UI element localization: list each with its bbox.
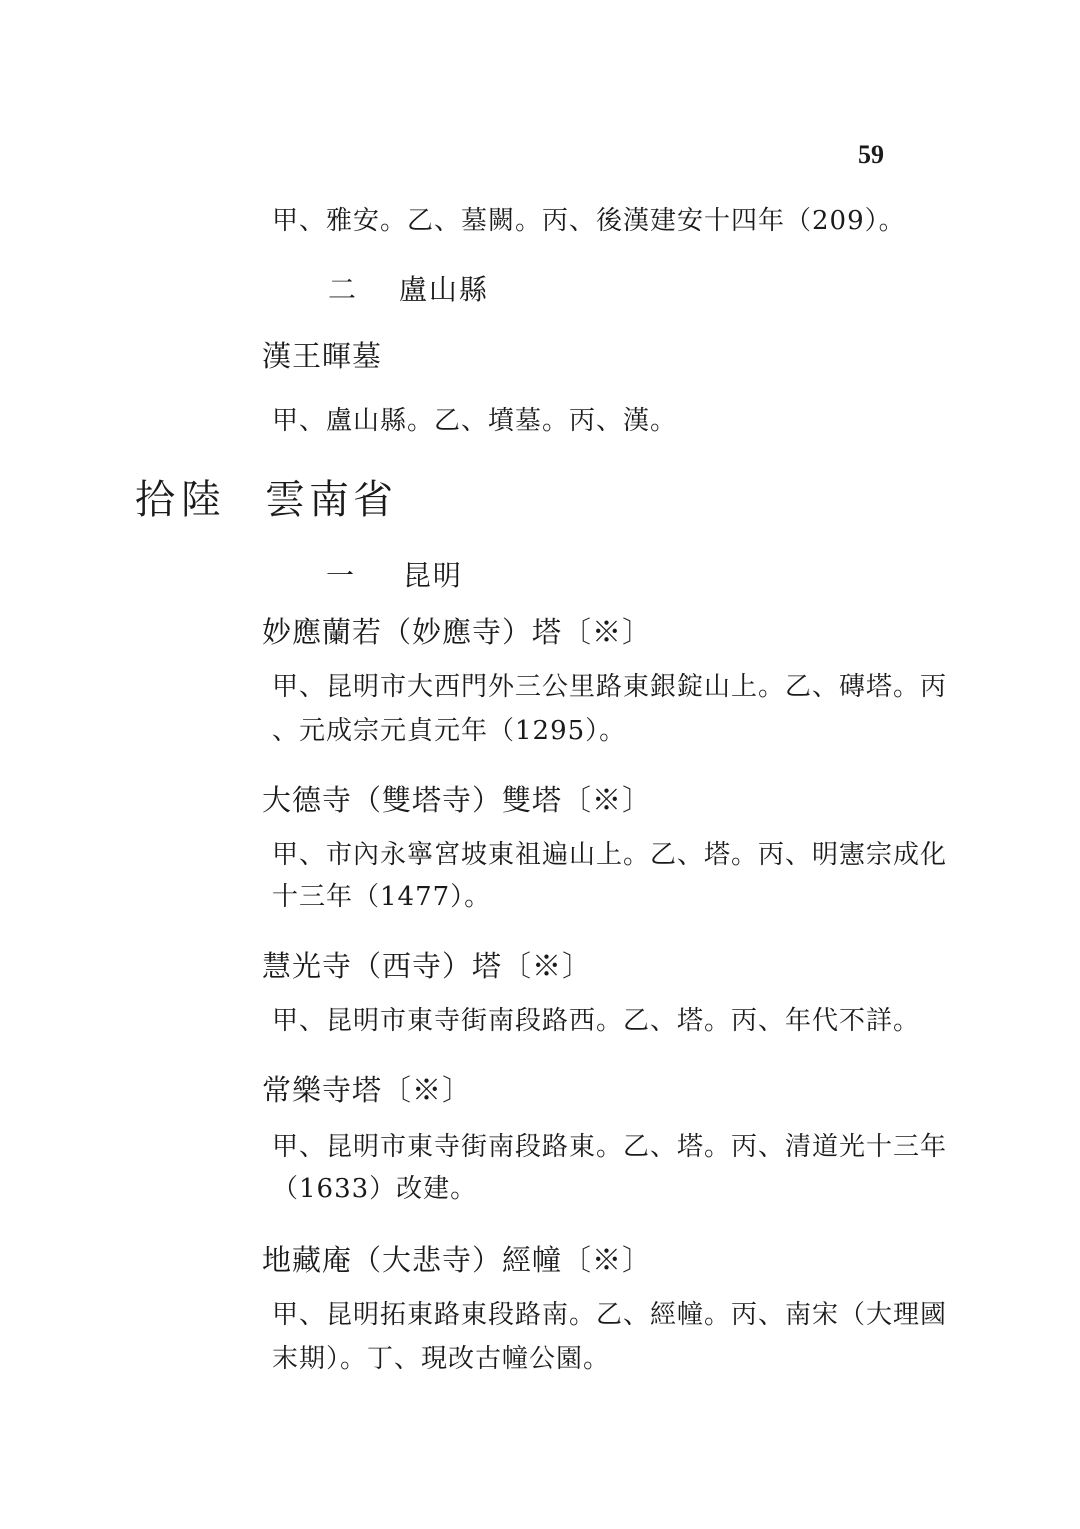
entry-detail-line: 甲、昆明市東寺街南段路西。乙、塔。丙、年代不詳。 bbox=[272, 1006, 921, 1036]
entry-title: 常樂寺塔〔※〕 bbox=[262, 1073, 473, 1107]
entry-detail-line: 甲、昆明市大西門外三公里路東銀錠山上。乙、磚塔。丙 bbox=[272, 672, 948, 702]
section-heading bbox=[135, 468, 397, 525]
entry-detail-line: 甲、昆明拓東路東段路南。乙、經幢。丙、南宋（大理國 bbox=[272, 1300, 948, 1330]
subsection-name: 昆明 bbox=[402, 559, 463, 592]
entry-detail-line: 、元成宗元貞元年（1295）。 bbox=[272, 716, 627, 746]
entry-detail-line: 甲、盧山縣。乙、墳墓。丙、漢。 bbox=[272, 406, 678, 436]
entry-detail-line: 十三年（1477）。 bbox=[272, 882, 492, 912]
entry-title: 大德寺（雙塔寺）雙塔〔※〕 bbox=[262, 783, 653, 817]
section-number: 拾陸 bbox=[135, 477, 227, 523]
entry-title: 慧光寺（西寺）塔〔※〕 bbox=[262, 949, 593, 983]
subsection-name: 盧山縣 bbox=[398, 273, 489, 306]
entry-title: 妙應蘭若（妙應寺）塔〔※〕 bbox=[262, 615, 653, 649]
entry-detail-line: （1633）改建。 bbox=[272, 1174, 478, 1204]
entry-detail-line: 甲、市內永寧宮坡東祖遍山上。乙、塔。丙、明憲宗成化 bbox=[272, 840, 948, 870]
entry-title: 地藏庵（大悲寺）經幢〔※〕 bbox=[262, 1243, 653, 1277]
section-name: 雲南省 bbox=[265, 477, 397, 523]
page-number: 59 bbox=[858, 140, 884, 169]
entry-detail-line: 甲、雅安。乙、墓闕。丙、後漢建安十四年（209）。 bbox=[272, 206, 906, 236]
entry-title: 漢王暉墓 bbox=[262, 339, 383, 373]
entry-detail-line: 甲、昆明市東寺街南段路東。乙、塔。丙、清道光十三年 bbox=[272, 1132, 948, 1162]
subsection-number: 一 bbox=[326, 559, 357, 592]
subsection-heading bbox=[328, 268, 489, 308]
entry-detail-line: 末期）。丁、現改古幢公園。 bbox=[272, 1344, 611, 1374]
subsection-heading bbox=[326, 554, 463, 594]
subsection-number: 二 bbox=[328, 273, 359, 306]
